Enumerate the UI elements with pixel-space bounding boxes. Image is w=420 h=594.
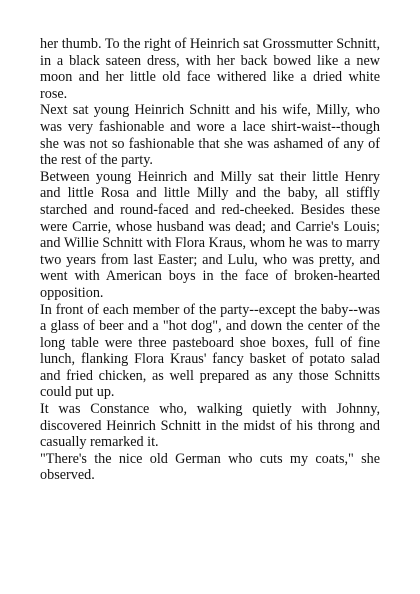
paragraph: It was Constance who, walking quietly with Johnny, discovered Heinrich Schnitt in the midst of his throng and casually remarked it. (40, 401, 380, 451)
paragraph: In front of each member of the party--except the baby--was a glass of beer and a "hot dog", and down the center of the long table were three pasteboard shoe boxes, full of fine lunch, flanking Flora Kraus' fancy basket of potato salad and fried chicken, as well prepared as any those Schnitts could put up. (40, 301, 380, 401)
paragraph: her thumb. To the right of Heinrich sat Grossmutter Schnitt, in a black sateen dress, with her back bowed like a new moon and her little old face withered like a dried white rose. (40, 36, 380, 102)
paragraph: "There's the nice old German who cuts my coats," she observed. (40, 450, 380, 484)
paragraph: Next sat young Heinrich Schnitt and his wife, Milly, who was very fashionable and wore a lace shirt-waist--though she was not so fashionable that she was ashamed of any of the rest of the party. (40, 102, 380, 169)
document-page (40, 36, 380, 484)
paragraph: Between young Heinrich and Milly sat their little Henry and little Rosa and little Milly and the baby, all stiffly starched and round-faced and red-cheeked. Besides these were Carrie, whose husband was dead; and Carrie's Louis; and Willie Schnitt with Flora Kraus, whom he was to marry two years from last Easter; and Lulu, who was pretty, and went with American boys in the face of broken-hearted opposition. (40, 168, 380, 301)
